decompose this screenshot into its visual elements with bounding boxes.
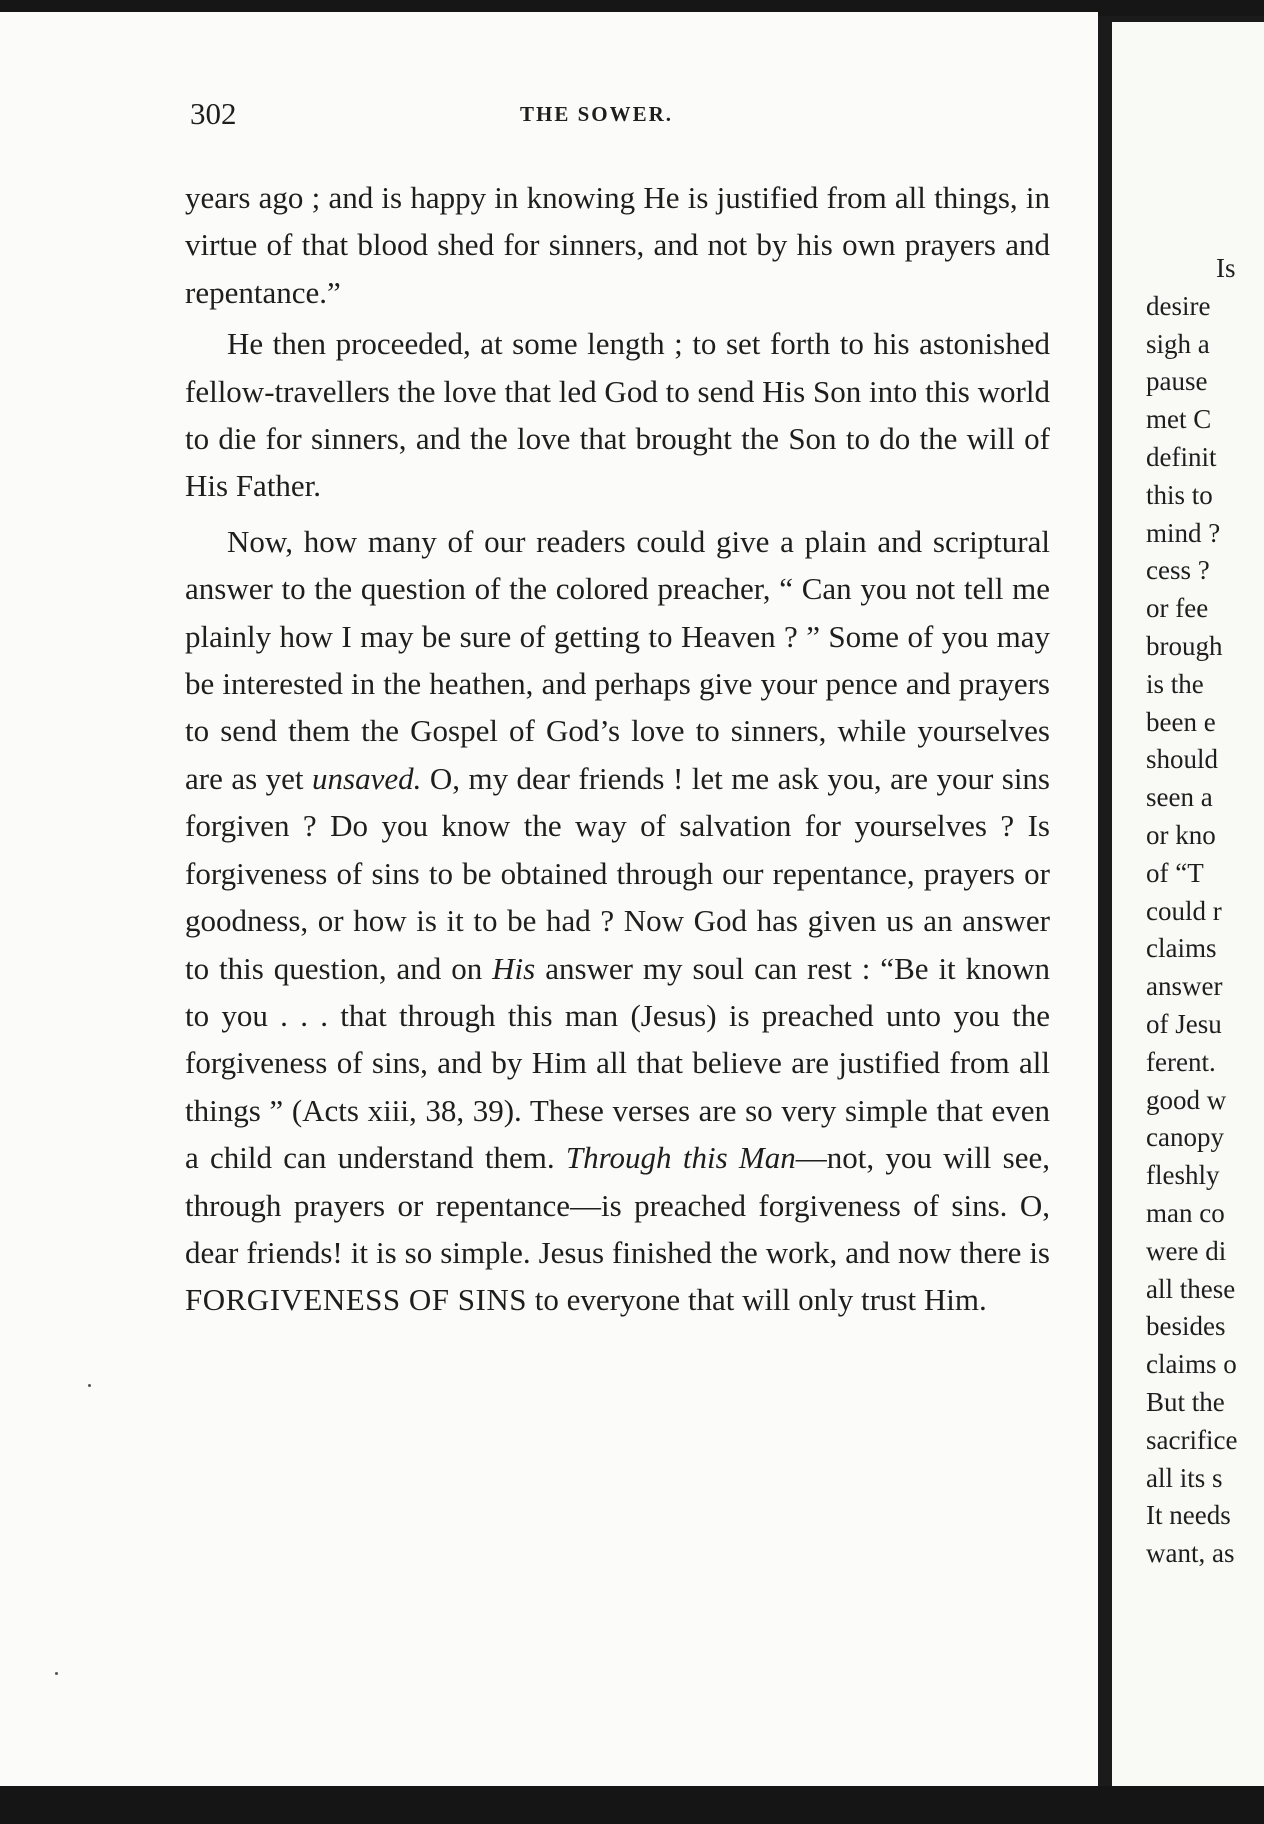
right-page-line: ferent. (1146, 1046, 1216, 1077)
right-page-line: met C (1146, 404, 1212, 435)
emphasis-through-this-man: Through this Man (565, 1140, 796, 1176)
paragraph-text: He then proceeded, at some length ; to set forth to his astonished fellow-travellers the love that led God to send His Son into this world to die for sinners, and the love that brought the Son to do the will of His Father. (185, 326, 1050, 504)
scan-speck (88, 1384, 91, 1387)
right-page-line: man co (1146, 1197, 1225, 1228)
right-page-text (1112, 250, 1264, 1573)
right-page-line: this to (1146, 479, 1213, 510)
running-head: THE SOWER. (520, 102, 674, 126)
right-page-line: besides (1146, 1311, 1226, 1342)
paragraph (185, 320, 1050, 510)
right-page-line: cess ? (1146, 555, 1210, 586)
right-page-line: fleshly (1146, 1160, 1220, 1191)
right-page-line: should (1146, 744, 1219, 775)
right-page-line: is the (1146, 668, 1204, 699)
right-page-line: seen a (1146, 782, 1213, 813)
right-page-line: could r (1146, 895, 1222, 926)
right-page-line: want, as (1146, 1538, 1235, 1569)
right-page-line: brough (1146, 630, 1223, 661)
right-page-line: claims (1146, 933, 1217, 964)
right-page-line: sigh a (1146, 328, 1210, 359)
right-page-line: sacrifice (1146, 1424, 1238, 1455)
right-page-line: or kno (1146, 819, 1216, 850)
right-page-line: pause (1146, 366, 1208, 397)
right-page-line: good w (1146, 1084, 1227, 1115)
paragraph-text: Now, how many of our readers could give a plain and scriptural answer to the question of the colored preacher, “ Can you not tell me plainly how I may be sure of getting to Heaven ? ” Some of you may be interested in the heathen, and perhaps give your pence and prayers to send them the Gospel of God’s love to sinners, while yourselves are as yet (185, 523, 1050, 796)
scan-speck (55, 1672, 58, 1675)
emphasis-unsaved: unsaved. (312, 760, 422, 796)
left-page (0, 12, 1098, 1790)
paragraph-text: years ago ; and is happy in knowing He is justified from all things, in virtue of that blood shed for sinners, and not by his own prayers and repentance.” (185, 180, 1050, 310)
right-page-line: But the (1146, 1386, 1225, 1417)
right-page-line: claims o (1146, 1349, 1237, 1380)
right-page-line: Is (1216, 253, 1236, 283)
right-page-line: canopy (1146, 1122, 1224, 1153)
right-page-edge (1112, 22, 1264, 1786)
paragraph-text: —not, you will see, through prayers or repentance—is preached forgiveness of sins. O, dear friends! it is so simple. Jesus finished the work, and now there is (185, 1140, 1050, 1270)
paragraph-text: O, my dear friends ! let me ask you, are your sins forgiven ? Do you know the way of salvation for yourselves ? Is forgiveness of sins to be obtained through our repentance, prayers or goodness, or how is it to be had ? Now God has given us an answer to this question, and on (185, 760, 1050, 986)
right-page-line: It needs (1146, 1500, 1231, 1531)
page-header (190, 96, 1050, 136)
right-page-line: were di (1146, 1235, 1227, 1266)
page-number: 302 (190, 96, 237, 131)
right-page-line: or fee (1146, 593, 1209, 624)
paragraph-text: to everyone that will only trust Him. (526, 1282, 987, 1318)
paragraph (185, 174, 1050, 316)
emphasis-his: His (492, 950, 536, 986)
scan-bottom-border (0, 1786, 1264, 1824)
right-page-line: definit (1146, 441, 1217, 472)
paragraph-text: answer my soul can rest : “Be it known to you . . . that through this man (Jesus) is preached unto you the forgiveness of sins, and by Him all that believe are justified from all things ” (Acts xiii, 38, 39). These verses are so very simple that even a child can understand them. (185, 950, 1050, 1176)
right-page-line: all these (1146, 1273, 1236, 1304)
paragraph (185, 518, 1050, 1324)
right-page-line: been e (1146, 706, 1216, 737)
emphasis-forgiveness-of-sins: FORGIVENESS OF SINS (185, 1282, 527, 1318)
right-page-line: mind ? (1146, 517, 1221, 548)
right-page-line: desire (1146, 290, 1211, 321)
body-text (185, 174, 1050, 1324)
right-page-line: answer (1146, 971, 1223, 1002)
right-page-line: all its s (1146, 1462, 1223, 1493)
right-page-line: of “T (1146, 857, 1204, 888)
right-page-line: of Jesu (1146, 1008, 1222, 1039)
